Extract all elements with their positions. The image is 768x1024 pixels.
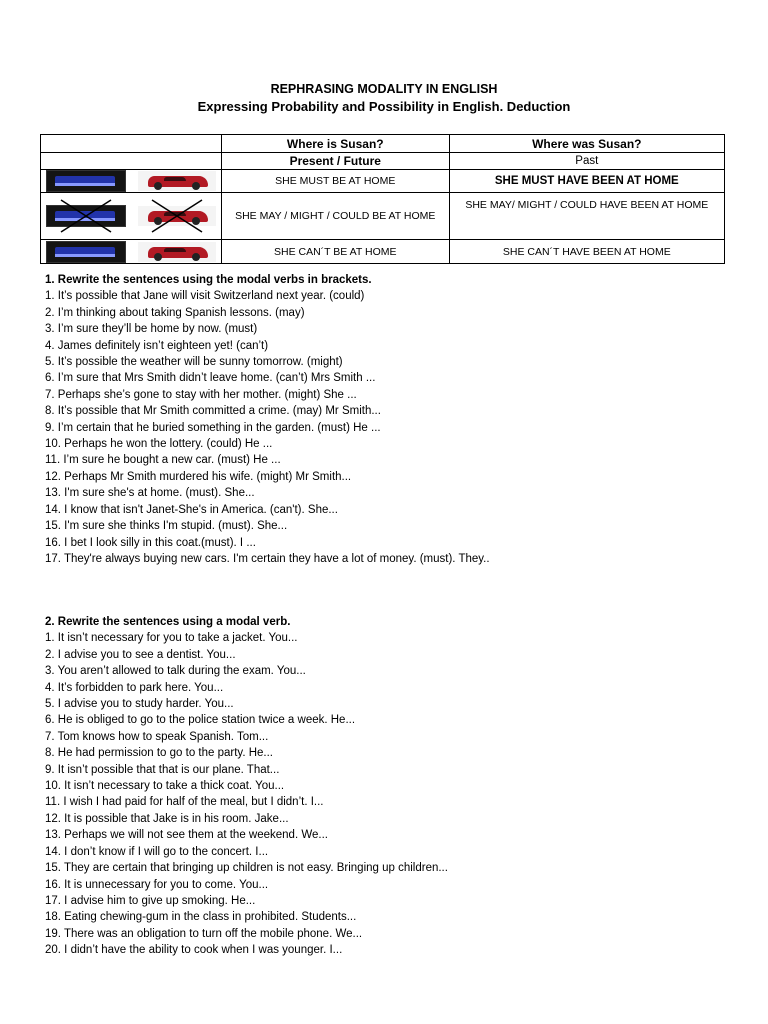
list-item: 16. It is unnecessary for you to come. You... bbox=[45, 878, 269, 891]
truck-icon bbox=[46, 241, 126, 263]
image-cell bbox=[41, 170, 222, 193]
list-item: 6. I’m sure that Mrs Smith didn’t leave home. (can’t) Mrs Smith ... bbox=[45, 372, 376, 385]
present-form: SHE CAN´T BE AT HOME bbox=[221, 240, 449, 264]
exercise-1 bbox=[45, 272, 490, 567]
past-column-subtitle: Past bbox=[449, 153, 724, 170]
list-item: 14. I know that isn't Janet-She's in America. (can't). She... bbox=[45, 503, 338, 516]
exercise-1-heading: 1. Rewrite the sentences using the modal verbs in brackets. bbox=[45, 274, 372, 286]
image-cell bbox=[41, 240, 222, 264]
list-item: 14. I don’t know if I will go to the concert. I... bbox=[45, 845, 269, 858]
list-item: 2. I advise you to see a dentist. You... bbox=[45, 648, 236, 661]
table-row bbox=[41, 193, 725, 240]
past-form: SHE MUST HAVE BEEN AT HOME bbox=[449, 170, 724, 193]
present-column-subtitle: Present / Future bbox=[221, 153, 449, 170]
list-item: 4. James definitely isn’t eighteen yet! (can’t) bbox=[45, 339, 269, 352]
list-item: 12. Perhaps Mr Smith murdered his wife. (might) Mr Smith... bbox=[45, 470, 352, 483]
list-item: 10. It isn’t necessary to take a thick coat. You... bbox=[45, 780, 285, 793]
list-item: 1. It’s possible that Jane will visit Switzerland next year. (could) bbox=[45, 290, 365, 303]
list-item: 9. It isn’t possible that that is our plane. That... bbox=[45, 763, 280, 776]
list-item: 13. Perhaps we will not see them at the weekend. We... bbox=[45, 829, 328, 842]
empty-subheader-cell bbox=[41, 153, 222, 170]
list-item: 7. Perhaps she’s gone to stay with her mother. (might) She ... bbox=[45, 388, 357, 401]
list-item: 9. I’m certain that he buried something in the garden. (must) He ... bbox=[45, 421, 381, 434]
exercise-2 bbox=[45, 614, 448, 959]
list-item: 17. I advise him to give up smoking. He... bbox=[45, 894, 256, 907]
empty-header-cell bbox=[41, 135, 222, 153]
image-cell bbox=[41, 193, 222, 240]
table-row bbox=[41, 240, 725, 264]
list-item: 5. It’s possible the weather will be sunny tomorrow. (might) bbox=[45, 356, 343, 369]
list-item: 4. It’s forbidden to park here. You... bbox=[45, 681, 224, 694]
list-item: 7. Tom knows how to speak Spanish. Tom... bbox=[45, 730, 269, 743]
list-item: 8. It’s possible that Mr Smith committed a crime. (may) Mr Smith... bbox=[45, 405, 381, 418]
car-icon bbox=[138, 171, 216, 191]
list-item: 2. I’m thinking about taking Spanish lessons. (may) bbox=[45, 306, 305, 319]
exercise-2-heading: 2. Rewrite the sentences using a modal verb. bbox=[45, 616, 291, 628]
list-item: 18. Eating chewing-gum in the class in prohibited. Students... bbox=[45, 911, 357, 924]
truck-icon bbox=[46, 170, 126, 192]
list-item: 13. I'm sure she's at home. (must). She... bbox=[45, 487, 255, 500]
past-column-title: Where was Susan? bbox=[449, 135, 724, 153]
list-item: 19. There was an obligation to turn off the mobile phone. We... bbox=[45, 927, 363, 940]
list-item: 11. I wish I had paid for half of the meal, but I didn’t. I... bbox=[45, 796, 324, 809]
present-form: SHE MUST BE AT HOME bbox=[221, 170, 449, 193]
car-icon bbox=[138, 206, 216, 226]
table-row bbox=[41, 170, 725, 193]
car-icon bbox=[138, 242, 216, 262]
modality-table bbox=[40, 134, 725, 264]
list-item: 3. I’m sure they’ll be home by now. (must) bbox=[45, 323, 258, 336]
list-item: 10. Perhaps he won the lottery. (could) He ... bbox=[45, 438, 273, 451]
list-item: 15. They are certain that bringing up children is not easy. Bringing up children... bbox=[45, 862, 448, 875]
list-item: 17. They're always buying new cars. I'm certain they have a lot of money. (must). They.. bbox=[45, 552, 490, 565]
truck-icon bbox=[46, 205, 126, 227]
list-item: 3. You aren’t allowed to talk during the exam. You... bbox=[45, 665, 306, 678]
list-item: 15. I'm sure she thinks I'm stupid. (must). She... bbox=[45, 520, 288, 533]
page-subtitle: Expressing Probability and Possibility in English. Deduction bbox=[197, 99, 571, 114]
present-column-title: Where is Susan? bbox=[221, 135, 449, 153]
list-item: 1. It isn’t necessary for you to take a jacket. You... bbox=[45, 632, 298, 645]
list-item: 12. It is possible that Jake is in his room. Jake... bbox=[45, 812, 289, 825]
page-title: REPHRASING MODALITY IN ENGLISH bbox=[270, 82, 498, 96]
present-form: SHE MAY / MIGHT / COULD BE AT HOME bbox=[221, 193, 449, 240]
list-item: 16. I bet I look silly in this coat.(must). I ... bbox=[45, 536, 256, 549]
list-item: 5. I advise you to study harder. You... bbox=[45, 698, 234, 711]
list-item: 20. I didn’t have the ability to cook when I was younger. I... bbox=[45, 944, 343, 957]
past-form: SHE CAN´T HAVE BEEN AT HOME bbox=[449, 240, 724, 264]
list-item: 6. He is obliged to go to the police station twice a week. He... bbox=[45, 714, 356, 727]
list-item: 8. He had permission to go to the party. He... bbox=[45, 747, 273, 760]
past-form: SHE MAY/ MIGHT / COULD HAVE BEEN AT HOME bbox=[449, 193, 724, 240]
list-item: 11. I’m sure he bought a new car. (must) He ... bbox=[45, 454, 281, 467]
